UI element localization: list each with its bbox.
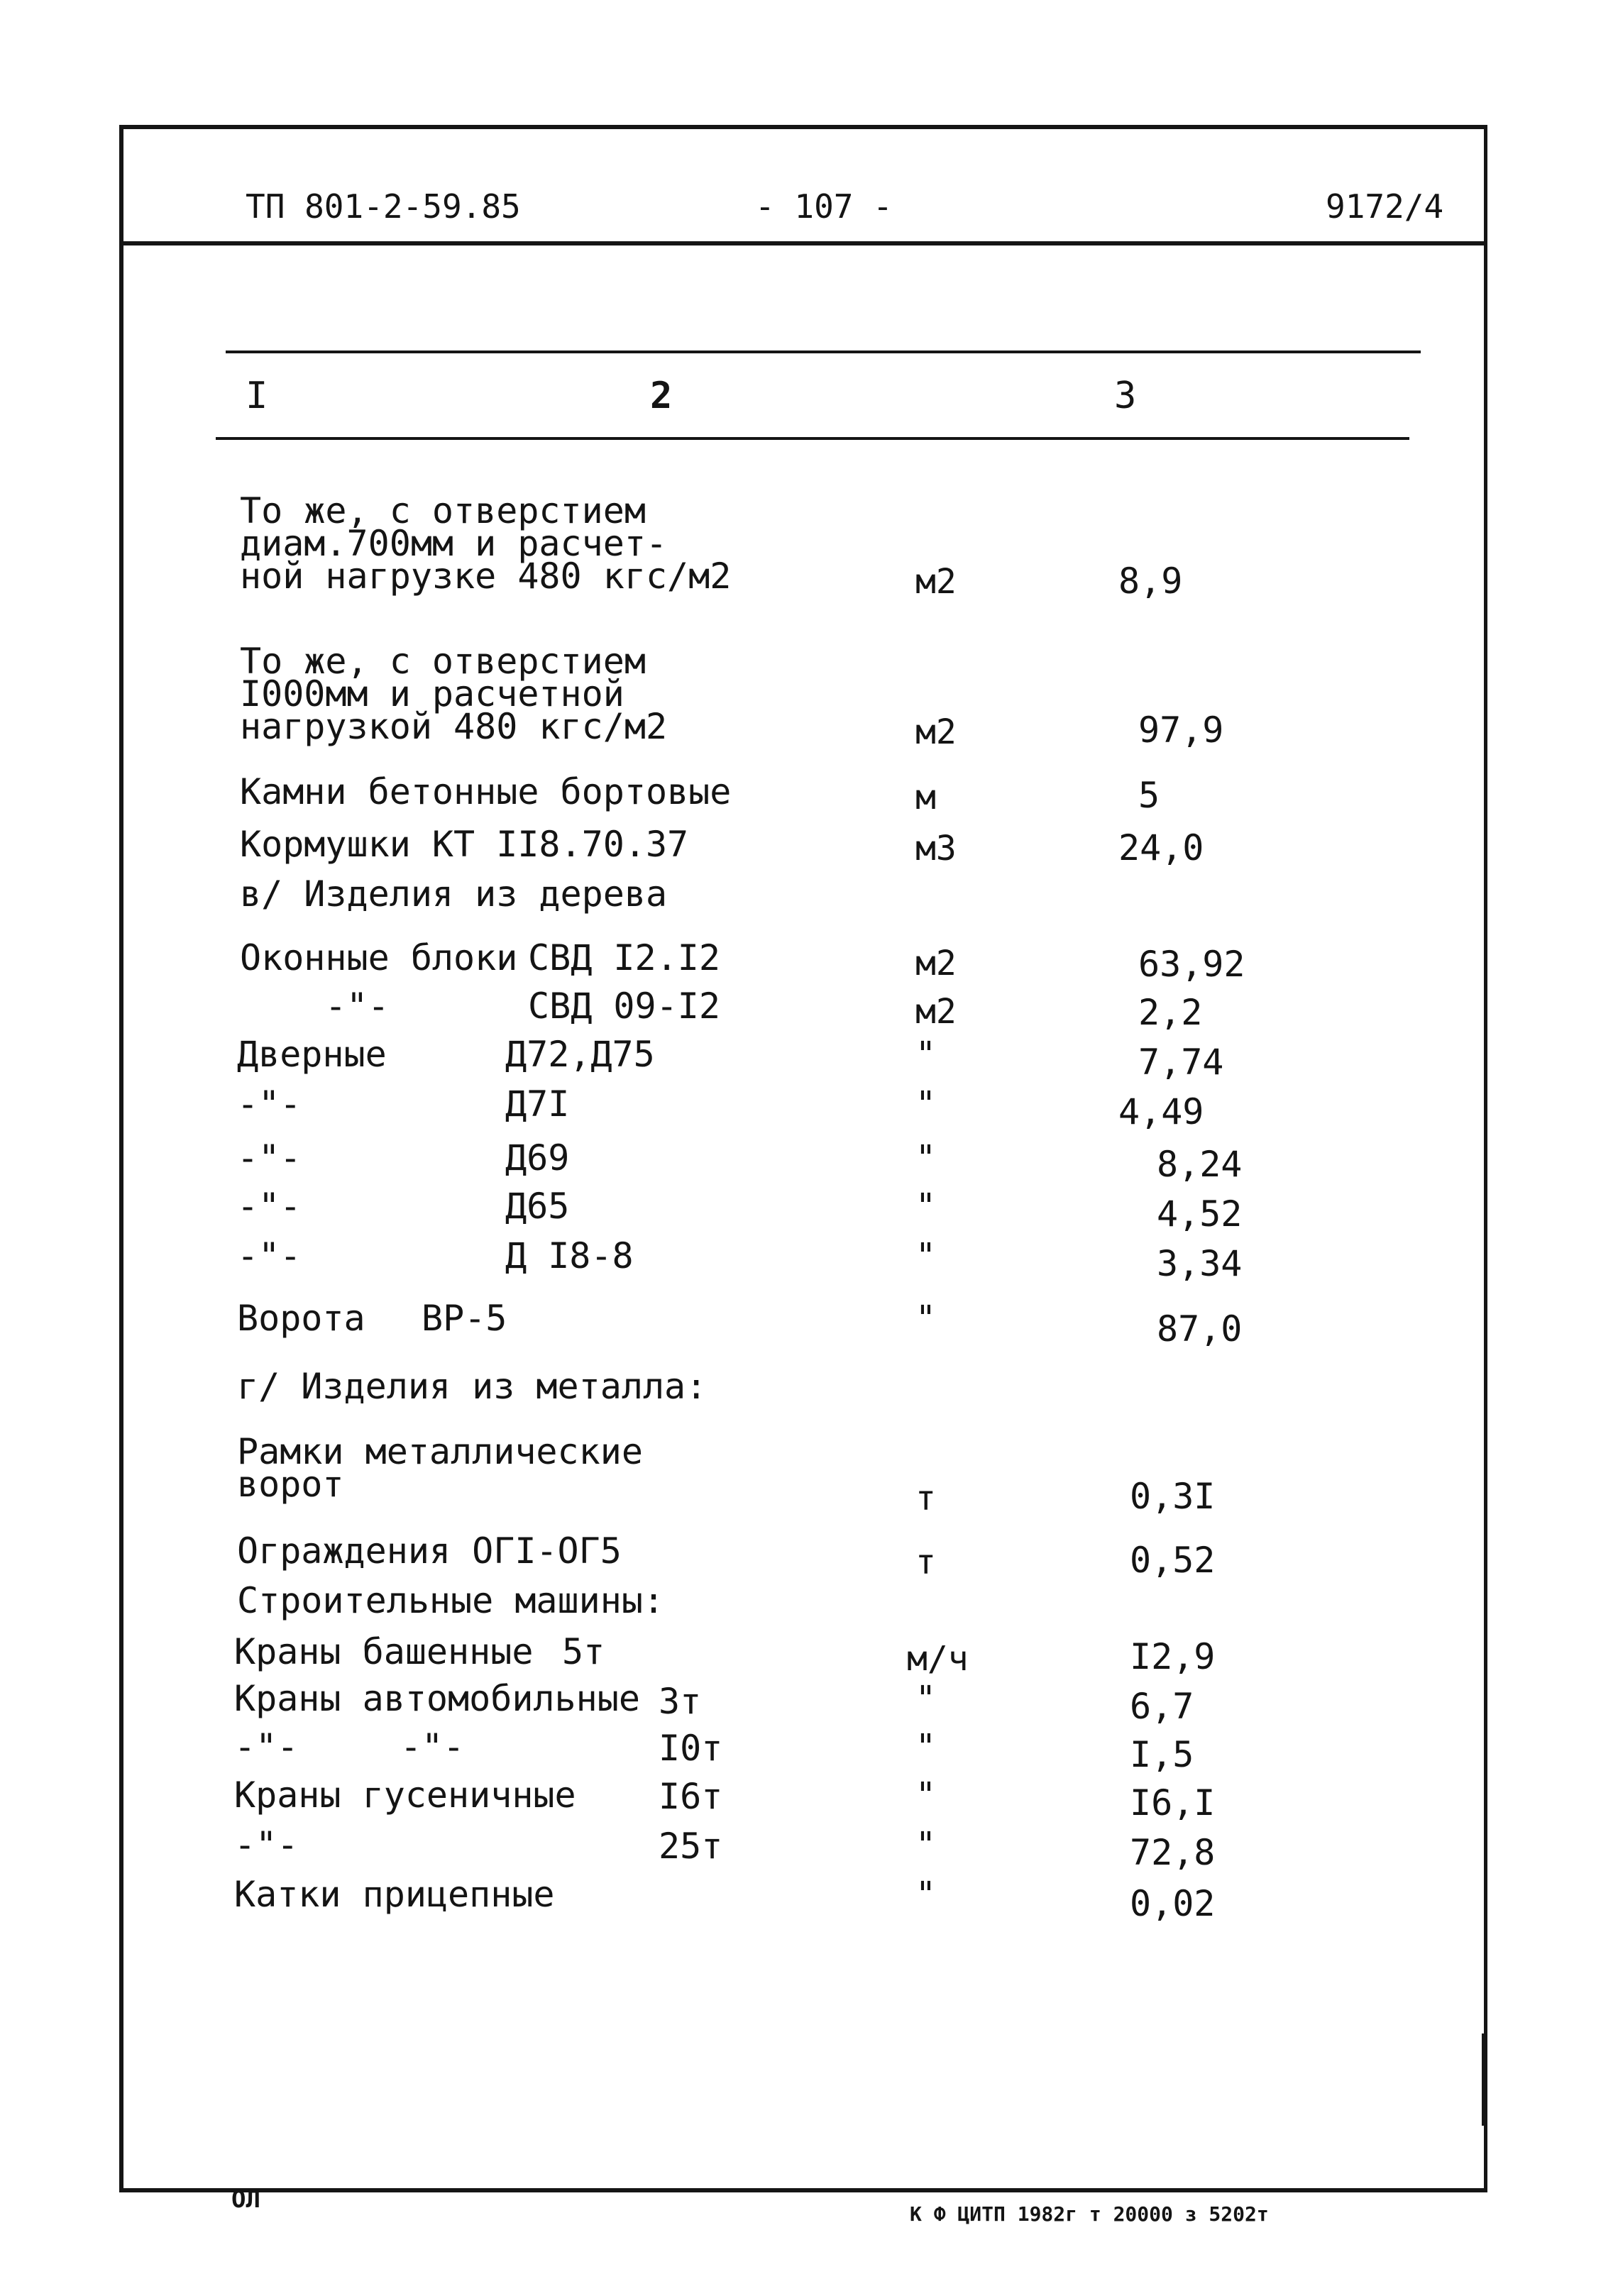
footer-imprint: К Ф ЦИТП 1982г т 20000 з 5202т <box>910 2202 1269 2226</box>
row-2-unit: м2 <box>915 712 957 752</box>
row-12-sub: Д I8-8 <box>505 1235 634 1276</box>
row-12-name: -"- <box>237 1235 302 1276</box>
row-15-value: 0,3I <box>1130 1476 1216 1517</box>
row-9-value: 4,49 <box>1118 1091 1204 1132</box>
row-19-value: 6,7 <box>1130 1686 1194 1727</box>
row-22-value: 72,8 <box>1130 1832 1216 1873</box>
row-18-name: Краны башенные <box>234 1631 534 1672</box>
row-1-unit: м2 <box>915 562 957 602</box>
row-2-name-line-2: I000мм и расчетной <box>240 673 624 714</box>
row-3-unit: м <box>915 778 936 817</box>
row-8-name: Дверные <box>237 1034 387 1075</box>
row-23-unit: " <box>915 1875 936 1914</box>
row-11-unit: " <box>915 1186 936 1226</box>
row-9-unit: " <box>915 1084 936 1124</box>
row-15-name-line-2: ворот <box>237 1464 344 1505</box>
footer-left-code: ОЛ <box>231 2185 260 2214</box>
row-1-value: 8,9 <box>1118 561 1183 602</box>
row-20-name: -"- <box>234 1726 299 1767</box>
row-13-value: 87,0 <box>1157 1308 1243 1350</box>
row-2-value: 97,9 <box>1138 710 1224 751</box>
row-10-name: -"- <box>237 1137 302 1179</box>
row-20-name-repeat: -"- <box>400 1726 465 1767</box>
row-19-name: Краны автомобильные <box>234 1678 640 1719</box>
row-15-unit: т <box>915 1479 936 1518</box>
row-11-name: -"- <box>237 1186 302 1227</box>
row-6-name: Оконные блоки <box>240 937 518 978</box>
row-18-value: I2,9 <box>1130 1636 1216 1677</box>
row-12-unit: " <box>915 1236 936 1276</box>
row-16-unit: т <box>915 1542 936 1582</box>
row-23-name: Катки прицепные <box>234 1874 555 1915</box>
row-22-sub: 25т <box>659 1826 723 1867</box>
column-header-1: I <box>246 375 268 417</box>
row-18-unit: м/ч <box>907 1639 969 1679</box>
column-header-2: 2 <box>650 375 673 417</box>
row-21-unit: " <box>915 1775 936 1815</box>
row-3-value: 5 <box>1138 775 1160 816</box>
row-8-value: 7,74 <box>1138 1042 1224 1083</box>
row-11-value: 4,52 <box>1157 1193 1243 1235</box>
row-21-sub: I6т <box>659 1776 723 1817</box>
row-8-sub: Д72,Д75 <box>505 1034 655 1075</box>
table-header-rule <box>216 437 1409 440</box>
row-6-unit: м2 <box>915 944 957 983</box>
row-7-sub: СВД 09-I2 <box>528 986 720 1027</box>
row-16-value: 0,52 <box>1130 1540 1216 1581</box>
row-16-name: Ограждения ОГI-ОГ5 <box>237 1530 622 1572</box>
row-13-name: Ворота <box>237 1298 365 1339</box>
row-6-value: 63,92 <box>1138 944 1245 985</box>
section-machines-heading: Строительные машины: <box>237 1580 665 1621</box>
row-4-unit: м3 <box>915 829 957 868</box>
header-rule <box>119 241 1487 245</box>
row-8-unit: " <box>915 1034 936 1074</box>
row-20-unit: " <box>915 1727 936 1767</box>
row-9-sub: Д7I <box>505 1083 570 1125</box>
row-20-sub: I0т <box>659 1728 723 1769</box>
row-10-value: 8,24 <box>1157 1144 1243 1185</box>
row-7-name: -"- <box>325 986 390 1027</box>
row-2-name-line-3: нагрузкой 480 кгс/м2 <box>240 706 668 747</box>
row-1-name-line-2: диам.700мм и расчет- <box>240 523 668 564</box>
section-metal-heading: г/ Изделия из металла: <box>237 1366 708 1407</box>
row-23-value: 0,02 <box>1130 1883 1216 1924</box>
row-4-value: 24,0 <box>1118 827 1204 868</box>
row-19-sub: 3т <box>659 1681 702 1722</box>
sheet-ref: 9172/4 <box>1326 187 1444 226</box>
row-7-unit: м2 <box>915 992 957 1032</box>
row-4-name: Кормушки КТ II8.70.37 <box>240 824 689 865</box>
page-number: - 107 - <box>755 187 893 226</box>
row-3-name: Камни бетонные бортовые <box>240 771 732 812</box>
row-10-sub: Д69 <box>505 1137 570 1179</box>
row-11-sub: Д65 <box>505 1186 570 1227</box>
row-15-name-line-1: Рамки металлические <box>237 1431 643 1472</box>
doc-code: ТП 801-2-59.85 <box>246 187 521 226</box>
row-7-value: 2,2 <box>1138 992 1203 1033</box>
row-18-sub: 5т <box>562 1631 605 1672</box>
table-top-rule <box>226 351 1421 353</box>
row-22-name: -"- <box>234 1824 299 1865</box>
row-20-value: I,5 <box>1130 1734 1194 1775</box>
row-9-name: -"- <box>237 1083 302 1125</box>
row-21-value: I6,I <box>1130 1782 1216 1823</box>
column-header-3: 3 <box>1114 375 1137 417</box>
row-13-sub: ВР-5 <box>422 1298 507 1339</box>
row-6-sub: СВД I2.I2 <box>528 937 720 978</box>
row-1-name-line-1: То же, с отверстием <box>240 490 646 531</box>
row-12-value: 3,34 <box>1157 1243 1243 1284</box>
row-10-unit: " <box>915 1138 936 1178</box>
row-21-name: Краны гусеничные <box>234 1775 576 1816</box>
section-wood-heading: в/ Изделия из дерева <box>240 873 668 915</box>
right-margin-mark <box>1482 2033 1486 2126</box>
row-2-name-line-1: То же, с отверстием <box>240 641 646 682</box>
row-1-name-line-3: ной нагрузке 480 кгс/м2 <box>240 556 732 597</box>
row-19-unit: " <box>915 1679 936 1718</box>
row-13-unit: " <box>915 1298 936 1338</box>
row-22-unit: " <box>915 1825 936 1865</box>
